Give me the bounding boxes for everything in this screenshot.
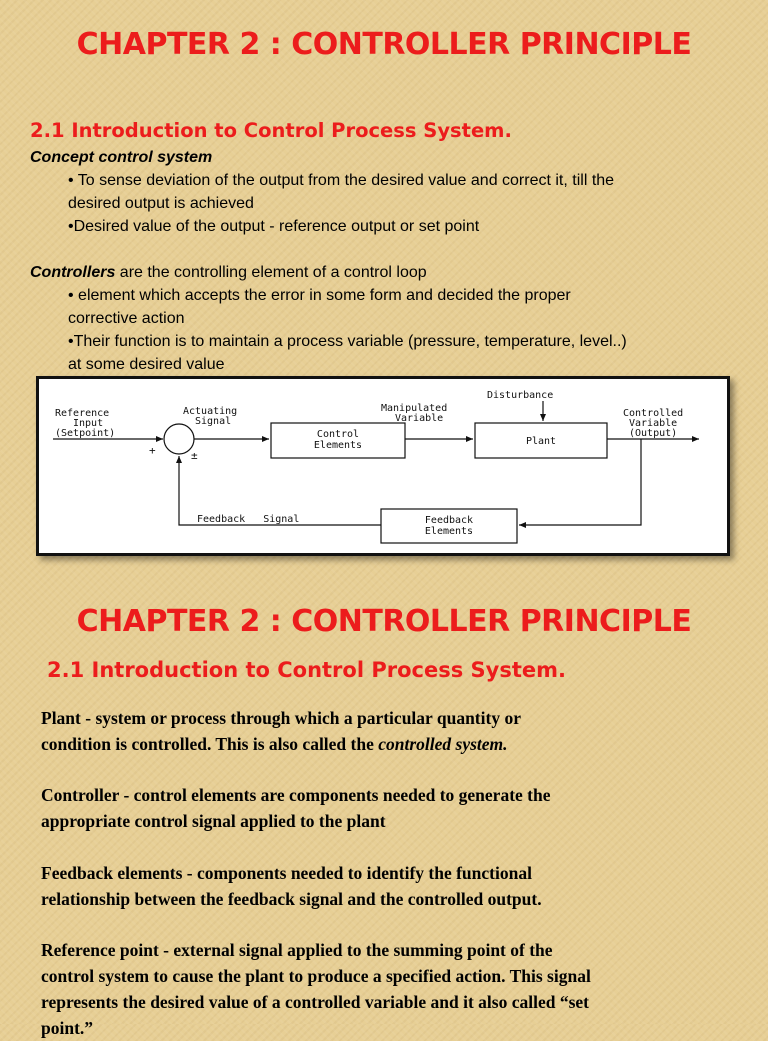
plant-def-line-1: Plant - system or process through which a particular quantity or bbox=[41, 708, 521, 728]
reference-def-line-1: Reference point - external signal applied to the summing point of the bbox=[41, 940, 553, 961]
actuating-label-2: Signal bbox=[195, 416, 232, 427]
chapter-title-2: CHAPTER 2 : CONTROLLER PRINCIPLE bbox=[76, 604, 692, 639]
controlled-label-1: Controlled bbox=[623, 408, 684, 419]
control-elements-label-1: Control bbox=[316, 429, 360, 440]
plant-label: Plant bbox=[525, 436, 557, 447]
slide-2 bbox=[0, 588, 768, 1038]
feedback-path-right bbox=[519, 439, 641, 525]
controlled-system-term: controlled system. bbox=[378, 733, 508, 754]
plant-def-line-2-text: condition is controlled. This is also called the bbox=[41, 733, 379, 754]
summing-junction bbox=[164, 424, 194, 454]
definitions-block bbox=[41, 706, 731, 1041]
spacer bbox=[41, 758, 731, 784]
controllers-bullet-2-line-1: •Their function is to maintain a process variable (pressure, temperature, level..) bbox=[68, 333, 627, 350]
feedback-def-line-2: relationship between the feedback signal and the controlled output. bbox=[41, 888, 542, 909]
spacer bbox=[41, 835, 731, 861]
control-loop-diagram bbox=[36, 376, 730, 556]
section-title: 2.1 Introduction to Control Process System. bbox=[30, 119, 512, 142]
control-elements-label-2: Elements bbox=[313, 440, 363, 451]
controlled-label-3: (Output) bbox=[629, 428, 678, 439]
feedback-def-line-1: Feedback elements - components needed to identify the functional bbox=[41, 862, 532, 883]
reference-input-label-3: (Setpoint) bbox=[55, 428, 116, 439]
manipulated-label-1: Manipulated bbox=[381, 403, 448, 414]
feedback-elements-label-1: Feedback bbox=[424, 515, 474, 526]
controllers-term: Controllers bbox=[30, 264, 116, 281]
plus-minus-sign: ± bbox=[191, 449, 198, 462]
concept-heading: Concept control system bbox=[30, 149, 213, 166]
controllers-bullet-2-line-2: at some desired value bbox=[68, 356, 225, 373]
section-title-2: 2.1 Introduction to Control Process System. bbox=[47, 658, 566, 682]
controllers-bullet-1-line-2: corrective action bbox=[68, 310, 185, 327]
reference-def-line-2: control system to cause the plant to produce a specified action. This signal bbox=[41, 965, 591, 986]
reference-def-line-4: point.” bbox=[41, 1017, 94, 1038]
controlled-label-2: Variable bbox=[629, 418, 678, 429]
feedback-elements-label-2: Elements bbox=[424, 526, 474, 537]
concept-bullet-1-line-2: desired output is achieved bbox=[68, 195, 254, 212]
reference-def-line-3: represents the desired value of a controlled variable and it also called “set bbox=[41, 991, 589, 1012]
plus-sign: + bbox=[149, 444, 156, 457]
plant-def-line-2 bbox=[41, 732, 731, 758]
chapter-title: CHAPTER 2 : CONTROLLER PRINCIPLE bbox=[76, 27, 692, 62]
concept-bullet-2: •Desired value of the output - reference output or set point bbox=[68, 218, 480, 235]
feedback-signal-label: Feedback Signal bbox=[197, 514, 300, 525]
reference-input-label-1: Reference bbox=[55, 408, 110, 419]
actuating-label-1: Actuating bbox=[183, 406, 238, 417]
controllers-bullet-1-line-1: • element which accepts the error in some form and decided the proper bbox=[68, 287, 571, 304]
controller-def-line-2: appropriate control signal applied to the plant bbox=[41, 811, 386, 832]
controllers-definition bbox=[30, 261, 427, 284]
spacer bbox=[41, 912, 731, 938]
reference-input-label-2: Input bbox=[73, 418, 104, 429]
controller-def-line-1: Controller - control elements are components needed to generate the bbox=[41, 785, 551, 806]
disturbance-label: Disturbance bbox=[487, 390, 554, 401]
manipulated-label-2: Variable bbox=[395, 413, 444, 424]
concept-bullet-1-line-1: • To sense deviation of the output from the desired value and correct it, till the bbox=[68, 172, 615, 189]
controllers-rest: are the controlling element of a control loop bbox=[115, 264, 427, 281]
block-diagram-svg bbox=[39, 379, 727, 553]
